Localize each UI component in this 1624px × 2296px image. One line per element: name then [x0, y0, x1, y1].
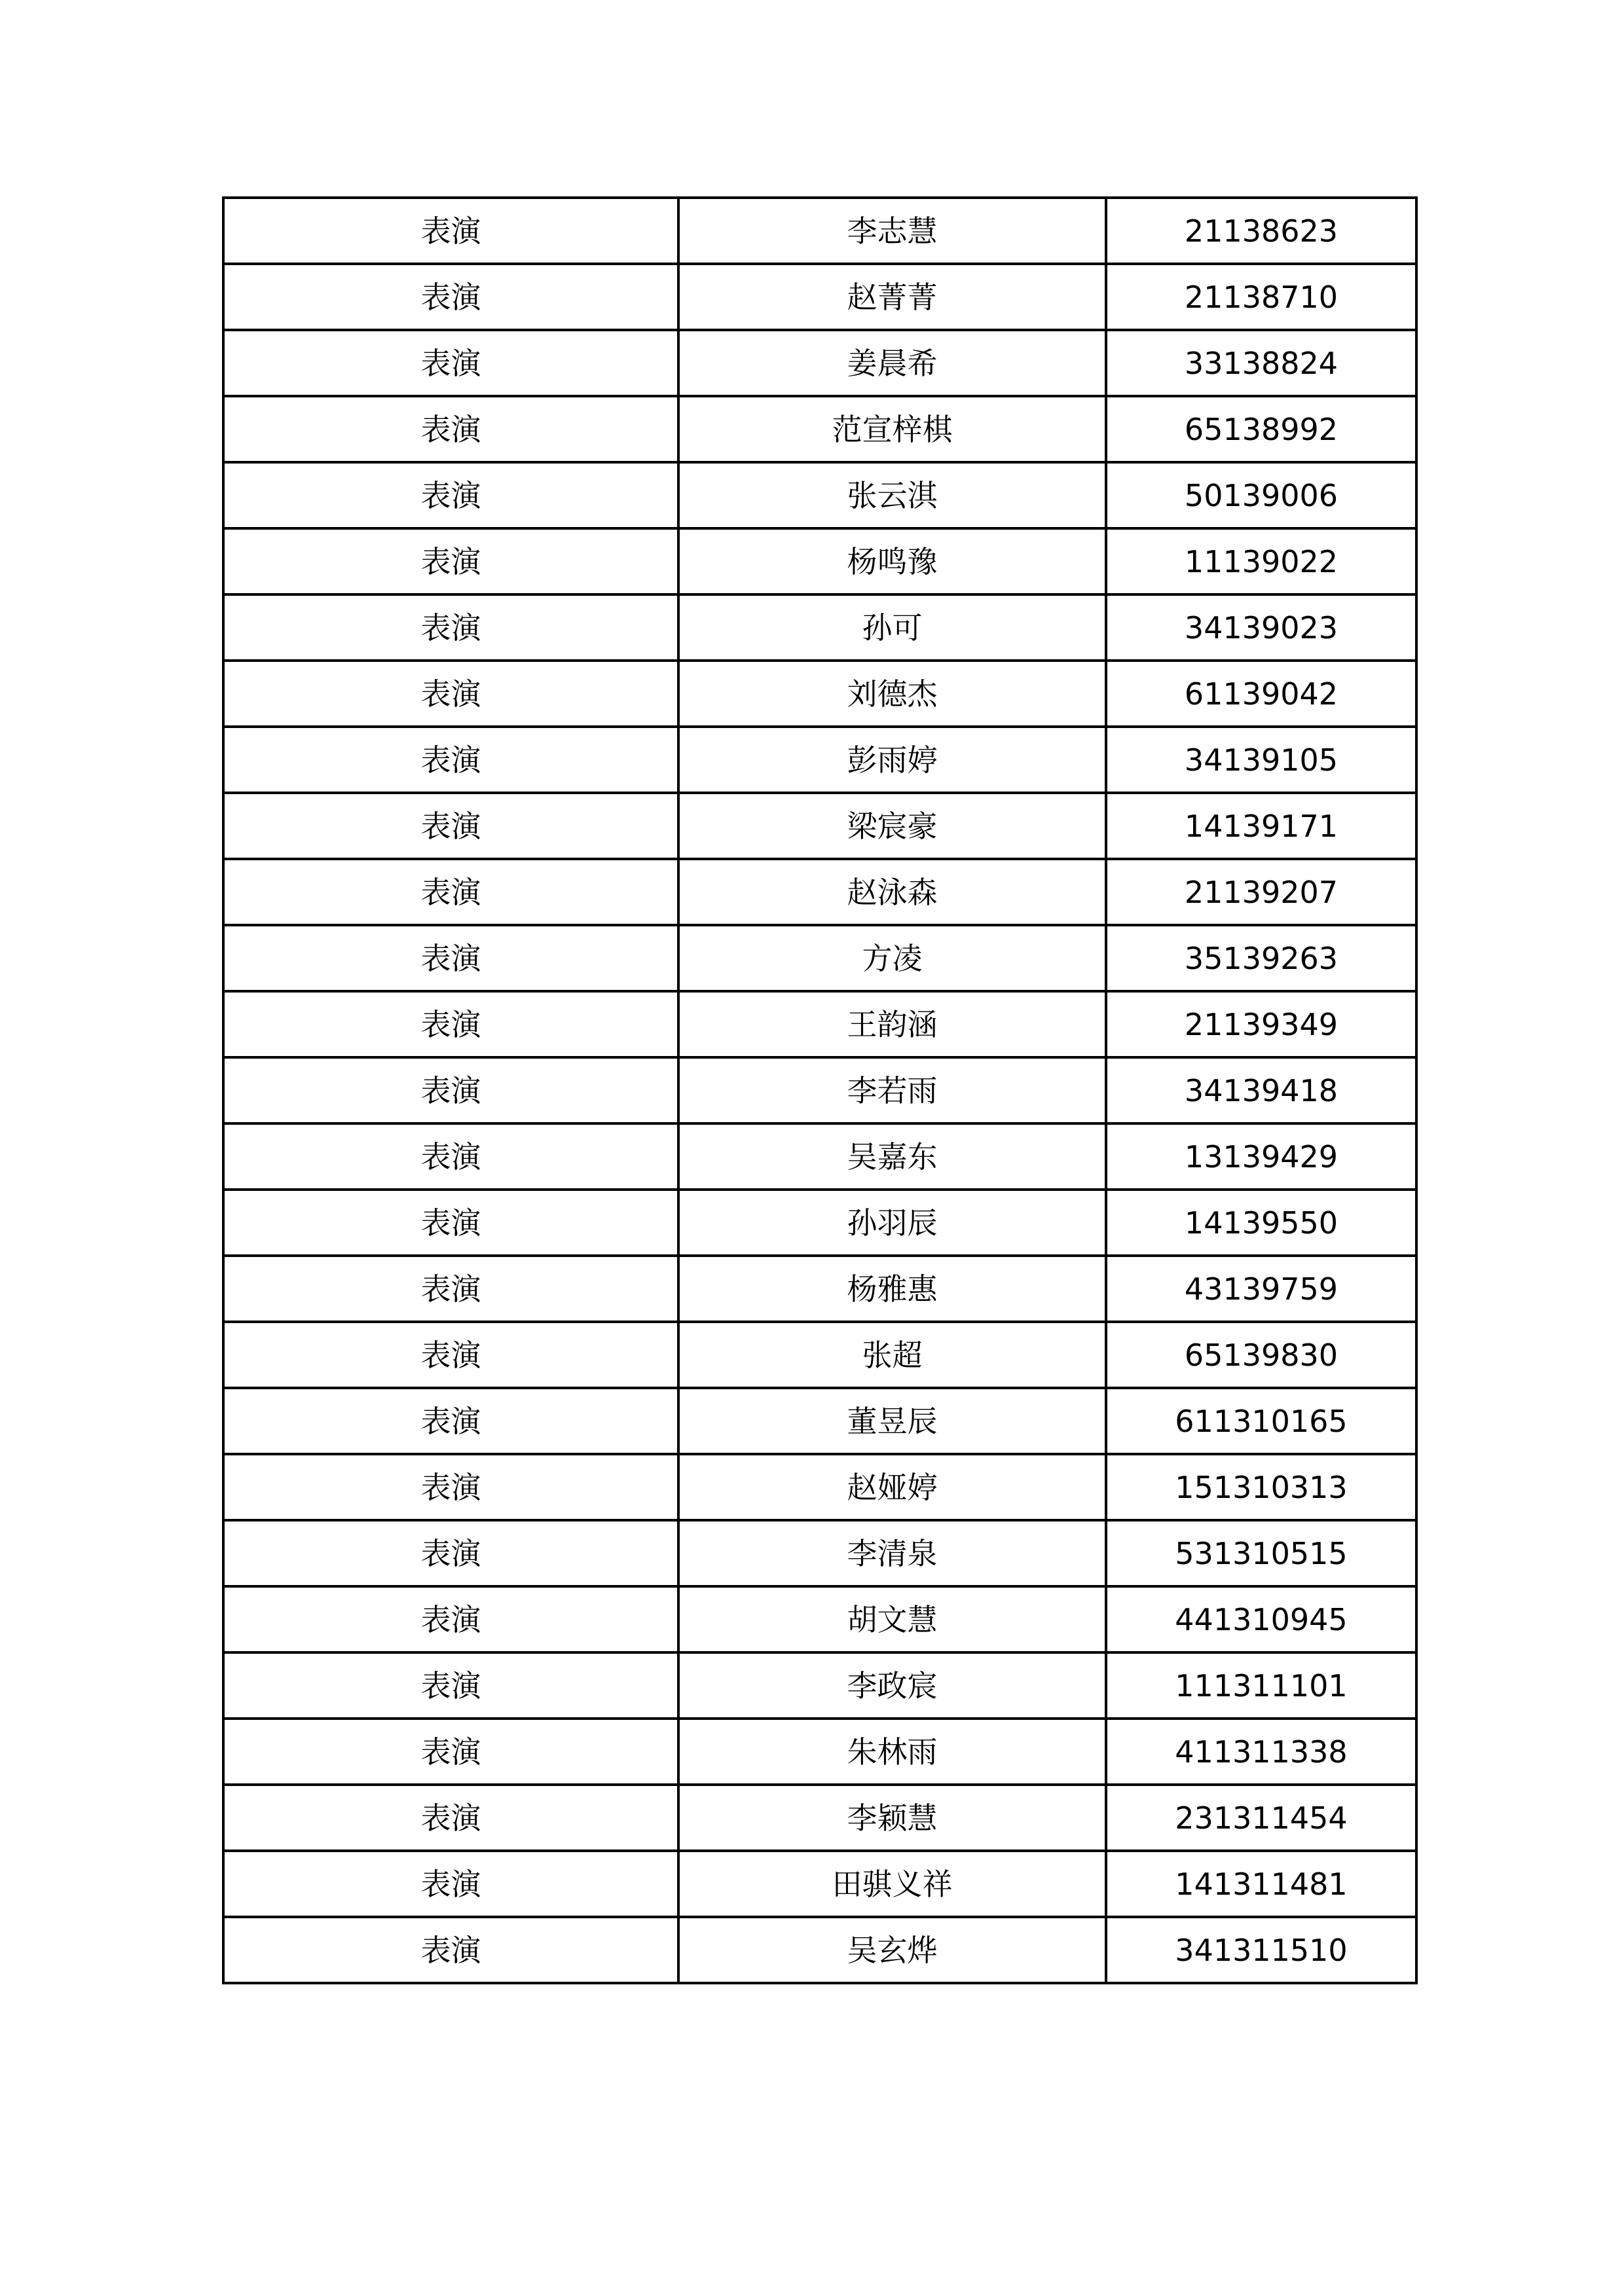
table-row — [223, 925, 1416, 991]
id-cell: 21139207 — [1106, 859, 1416, 925]
id-cell: 231311454 — [1106, 1785, 1416, 1851]
table-row — [223, 264, 1416, 330]
table-row — [223, 727, 1416, 793]
category-cell: 表演 — [223, 330, 678, 396]
table-row — [223, 793, 1416, 859]
table-row — [223, 1388, 1416, 1454]
category-cell: 表演 — [223, 396, 678, 462]
id-cell: 61139042 — [1106, 661, 1416, 727]
name-cell: 朱林雨 — [678, 1719, 1106, 1785]
id-cell: 33138824 — [1106, 330, 1416, 396]
table-row — [223, 1652, 1416, 1719]
table-row — [223, 1454, 1416, 1520]
name-cell: 董昱辰 — [678, 1388, 1106, 1454]
table-row — [223, 1322, 1416, 1388]
name-cell: 李政宸 — [678, 1652, 1106, 1719]
table-row — [223, 462, 1416, 528]
table-row — [223, 594, 1416, 661]
category-cell: 表演 — [223, 1454, 678, 1520]
name-cell: 李清泉 — [678, 1520, 1106, 1586]
category-cell: 表演 — [223, 528, 678, 594]
category-cell: 表演 — [223, 462, 678, 528]
id-cell: 65138992 — [1106, 396, 1416, 462]
id-cell: 34139023 — [1106, 594, 1416, 661]
name-cell: 范宣梓棋 — [678, 396, 1106, 462]
name-cell: 吴嘉东 — [678, 1123, 1106, 1190]
id-cell: 43139759 — [1106, 1256, 1416, 1322]
category-cell: 表演 — [223, 1322, 678, 1388]
category-cell: 表演 — [223, 1652, 678, 1719]
id-cell: 34139105 — [1106, 727, 1416, 793]
id-cell: 341311510 — [1106, 1917, 1416, 1983]
table-row — [223, 1719, 1416, 1785]
category-cell: 表演 — [223, 1388, 678, 1454]
table-row — [223, 1851, 1416, 1917]
id-cell: 441310945 — [1106, 1586, 1416, 1652]
name-cell: 李若雨 — [678, 1057, 1106, 1123]
name-cell: 王韵涵 — [678, 991, 1106, 1057]
id-cell: 141311481 — [1106, 1851, 1416, 1917]
id-cell: 35139263 — [1106, 925, 1416, 991]
category-cell: 表演 — [223, 1520, 678, 1586]
table-row — [223, 991, 1416, 1057]
name-cell: 孙可 — [678, 594, 1106, 661]
id-cell: 21139349 — [1106, 991, 1416, 1057]
table-row — [223, 330, 1416, 396]
id-cell: 14139171 — [1106, 793, 1416, 859]
id-cell: 11139022 — [1106, 528, 1416, 594]
roster-table — [222, 196, 1418, 1984]
table-row — [223, 661, 1416, 727]
category-cell: 表演 — [223, 727, 678, 793]
category-cell: 表演 — [223, 198, 678, 264]
id-cell: 611310165 — [1106, 1388, 1416, 1454]
category-cell: 表演 — [223, 1719, 678, 1785]
name-cell: 赵娅婷 — [678, 1454, 1106, 1520]
table-row — [223, 1057, 1416, 1123]
table-row — [223, 1256, 1416, 1322]
id-cell: 531310515 — [1106, 1520, 1416, 1586]
roster-table-body — [223, 198, 1416, 1983]
category-cell: 表演 — [223, 594, 678, 661]
name-cell: 吴玄烨 — [678, 1917, 1106, 1983]
category-cell: 表演 — [223, 1123, 678, 1190]
category-cell: 表演 — [223, 859, 678, 925]
id-cell: 34139418 — [1106, 1057, 1416, 1123]
name-cell: 张超 — [678, 1322, 1106, 1388]
name-cell: 赵菁菁 — [678, 264, 1106, 330]
id-cell: 21138623 — [1106, 198, 1416, 264]
id-cell: 13139429 — [1106, 1123, 1416, 1190]
category-cell: 表演 — [223, 925, 678, 991]
category-cell: 表演 — [223, 1586, 678, 1652]
category-cell: 表演 — [223, 264, 678, 330]
category-cell: 表演 — [223, 793, 678, 859]
name-cell: 赵泳森 — [678, 859, 1106, 925]
category-cell: 表演 — [223, 1785, 678, 1851]
name-cell: 田骐义祥 — [678, 1851, 1106, 1917]
id-cell: 21138710 — [1106, 264, 1416, 330]
table-row — [223, 528, 1416, 594]
table-row — [223, 1785, 1416, 1851]
id-cell: 151310313 — [1106, 1454, 1416, 1520]
category-cell: 表演 — [223, 1917, 678, 1983]
name-cell: 张云淇 — [678, 462, 1106, 528]
id-cell: 411311338 — [1106, 1719, 1416, 1785]
name-cell: 梁宸豪 — [678, 793, 1106, 859]
category-cell: 表演 — [223, 991, 678, 1057]
name-cell: 孙羽辰 — [678, 1190, 1106, 1256]
category-cell: 表演 — [223, 1851, 678, 1917]
table-row — [223, 396, 1416, 462]
table-row — [223, 859, 1416, 925]
table-row — [223, 1520, 1416, 1586]
table-row — [223, 198, 1416, 264]
name-cell: 杨雅惠 — [678, 1256, 1106, 1322]
category-cell: 表演 — [223, 661, 678, 727]
id-cell: 111311101 — [1106, 1652, 1416, 1719]
name-cell: 李志慧 — [678, 198, 1106, 264]
name-cell: 姜晨希 — [678, 330, 1106, 396]
id-cell: 14139550 — [1106, 1190, 1416, 1256]
category-cell: 表演 — [223, 1256, 678, 1322]
category-cell: 表演 — [223, 1057, 678, 1123]
table-row — [223, 1123, 1416, 1190]
id-cell: 65139830 — [1106, 1322, 1416, 1388]
name-cell: 彭雨婷 — [678, 727, 1106, 793]
name-cell: 杨鸣豫 — [678, 528, 1106, 594]
table-row — [223, 1190, 1416, 1256]
name-cell: 李颖慧 — [678, 1785, 1106, 1851]
category-cell: 表演 — [223, 1190, 678, 1256]
id-cell: 50139006 — [1106, 462, 1416, 528]
name-cell: 方凌 — [678, 925, 1106, 991]
table-row — [223, 1586, 1416, 1652]
name-cell: 刘德杰 — [678, 661, 1106, 727]
table-row — [223, 1917, 1416, 1983]
name-cell: 胡文慧 — [678, 1586, 1106, 1652]
